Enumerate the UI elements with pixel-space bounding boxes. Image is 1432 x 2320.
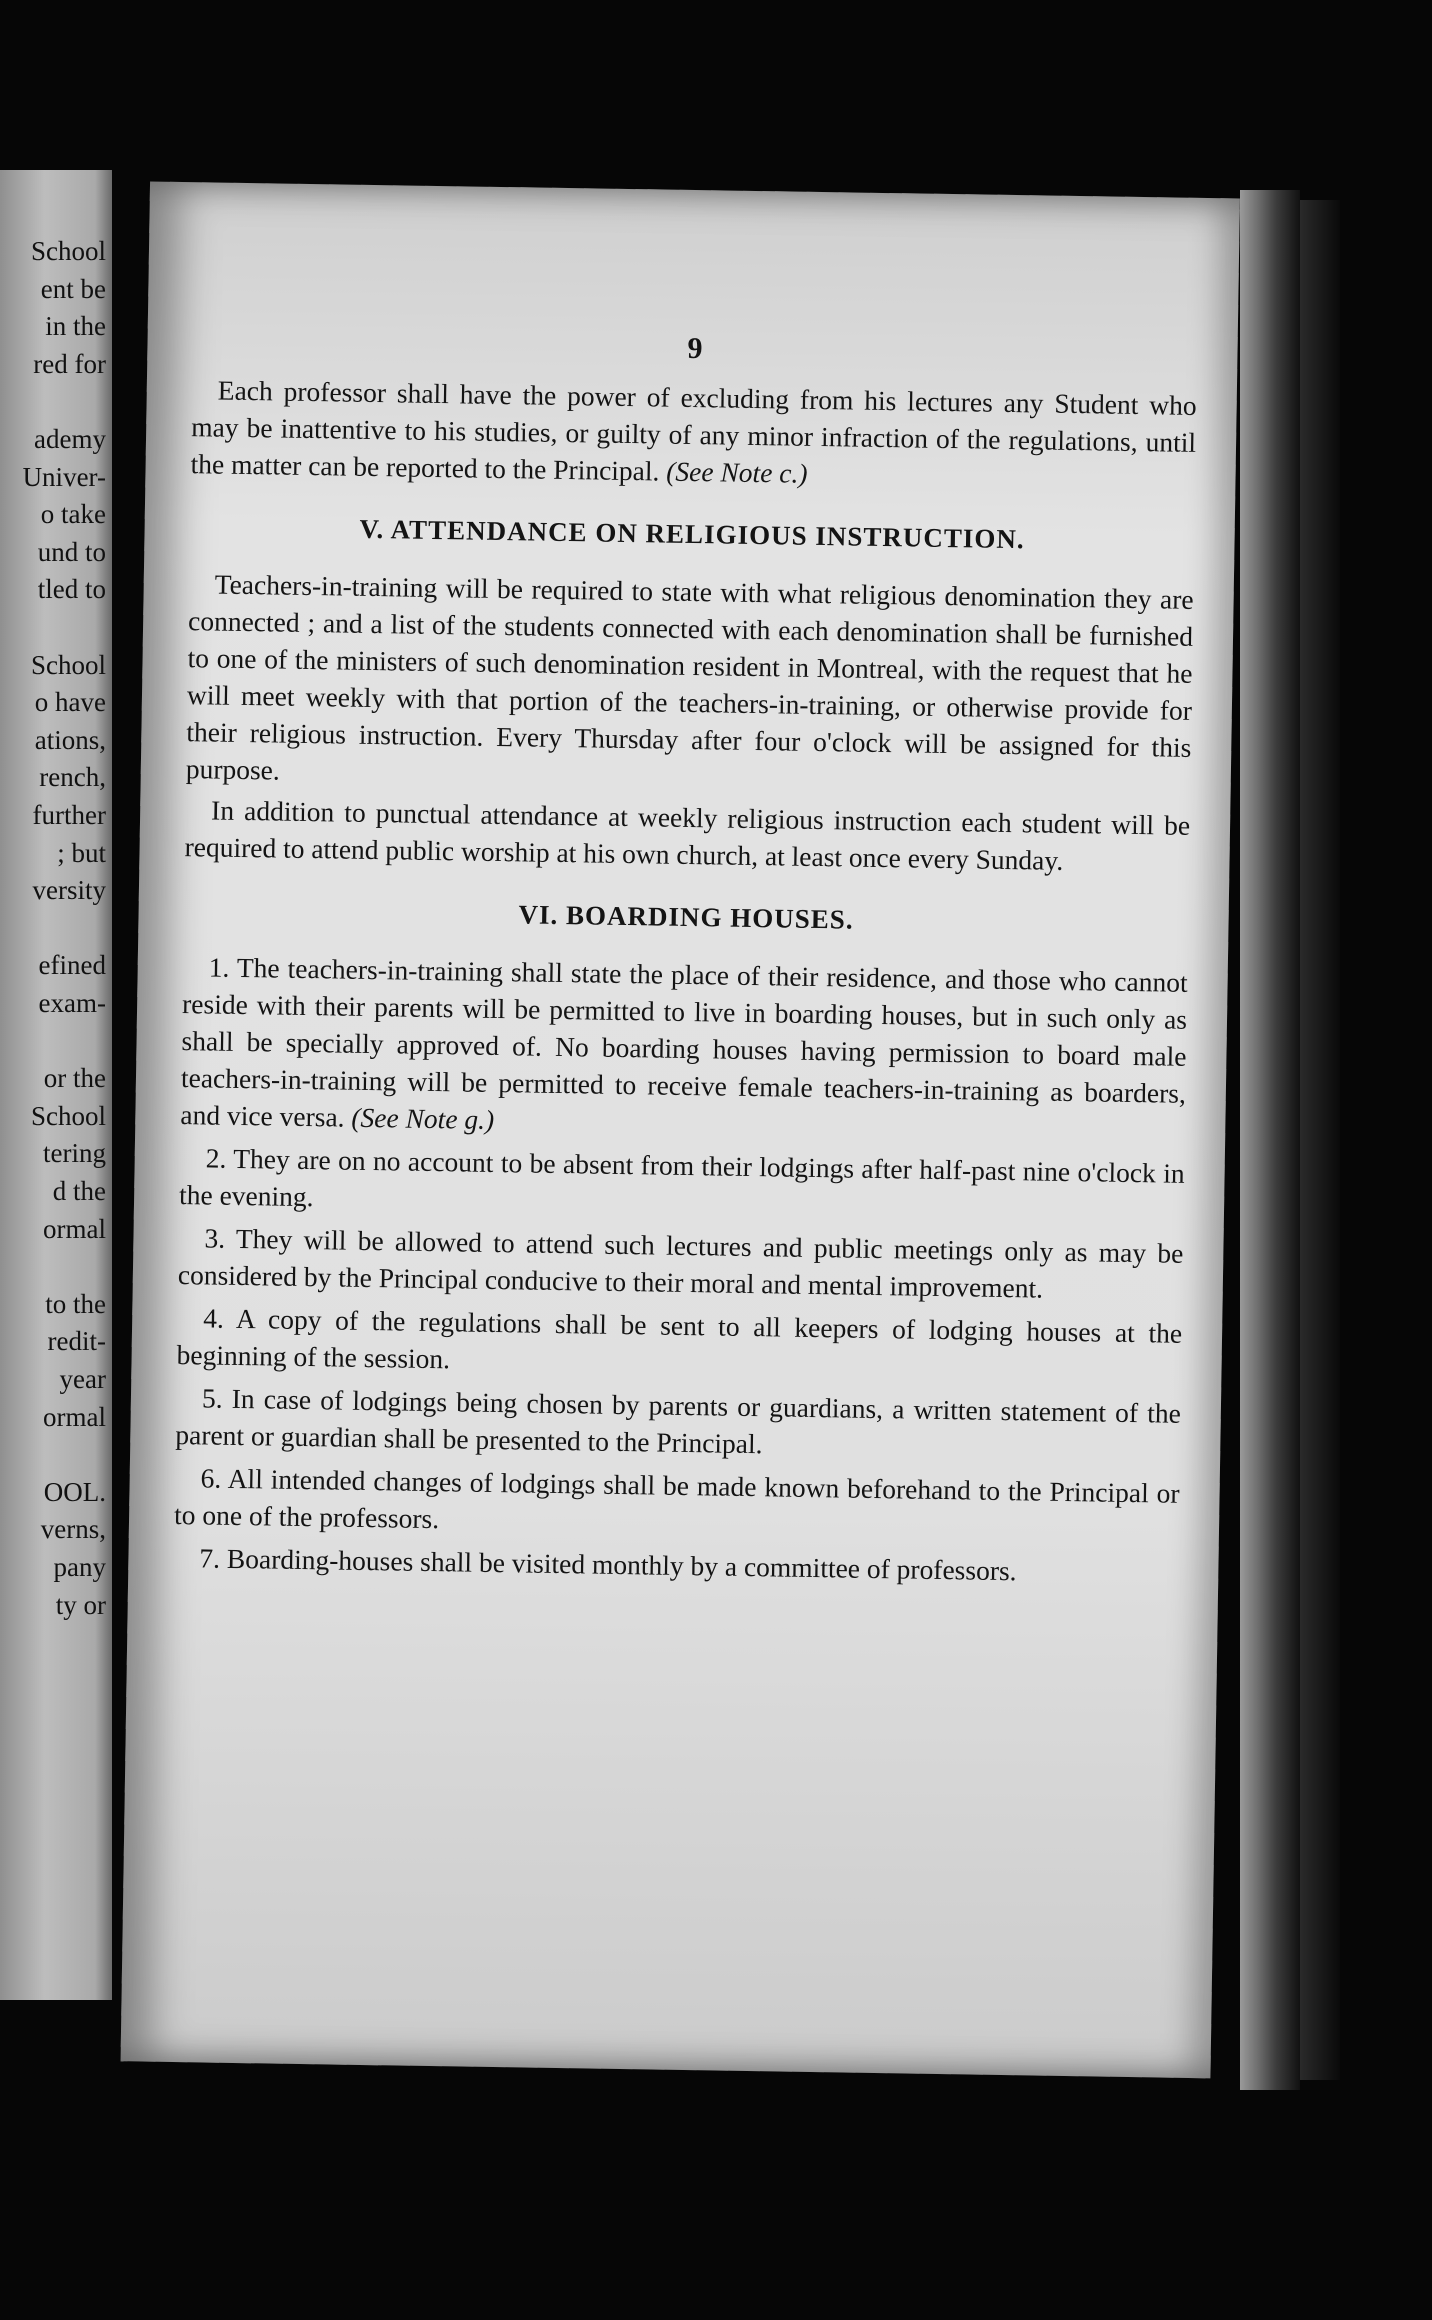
section-v-heading: V. ATTENDANCE ON RELIGIOUS INSTRUCTION. bbox=[359, 513, 1025, 555]
left-page-line: o have bbox=[34, 687, 106, 718]
left-facing-page bbox=[0, 170, 112, 2000]
rule-item-1-text: 1. The teachers-in-training shall state the place of their residence, and those who cannot reside with their parents will be permitted to live in boarding houses, but in such only as shall be specially approved of. No boarding houses having permission to board male teachers-in-training will be permitted to receive female teachers-in-training as boarders, and vice versa. bbox=[180, 951, 1188, 1133]
left-page-line: ations, bbox=[34, 724, 106, 755]
left-page-line: OOL. bbox=[43, 1476, 106, 1507]
left-page-line: und to bbox=[37, 536, 106, 567]
left-page-line: School bbox=[30, 236, 106, 266]
left-page-line: o take bbox=[40, 499, 106, 530]
intro-note: (See Note c.) bbox=[666, 455, 808, 489]
section-v-paragraph-2: In addition to punctual attendance at weekly religious instruction each student will be required to attend public worship at his own church, at least once every Sunday. bbox=[184, 794, 1191, 876]
rule-item-7: 7. Boarding-houses shall be visited monthly by a committee of professors. bbox=[199, 1542, 1017, 1587]
left-page-line: redit- bbox=[47, 1326, 106, 1357]
left-page-line: year bbox=[59, 1364, 106, 1394]
left-page-line: rench, bbox=[39, 762, 106, 793]
rule-item-1 bbox=[180, 948, 1188, 1149]
left-page-line: exam- bbox=[38, 988, 106, 1018]
left-page-line: ty or bbox=[55, 1589, 106, 1620]
left-page-line: School bbox=[30, 649, 106, 680]
left-page-line: red for bbox=[33, 348, 106, 379]
page-content bbox=[173, 322, 1198, 1598]
section-vi-heading: VI. BOARDING HOUSES. bbox=[518, 899, 854, 935]
left-page-line: efined bbox=[38, 950, 106, 981]
intro-text: Each professor shall have the power of excluding from his lectures any Student who may be inattentive to his studies, or guilty of any minor infraction of the regulations, until the matter can be reported to the Principal. bbox=[190, 374, 1197, 487]
left-page-line: versity bbox=[32, 875, 106, 906]
left-page-line: ent be bbox=[40, 273, 106, 304]
left-page-line: pany bbox=[53, 1552, 106, 1582]
left-page-line: in the bbox=[45, 311, 106, 342]
left-page-line: ; but bbox=[57, 837, 106, 868]
rule-item-5: 5. In case of lodgings being chosen by parents or guardians, a written statement of the parent or guardian shall be presented to the Principal. bbox=[175, 1382, 1182, 1460]
page-number: 9 bbox=[687, 331, 703, 366]
left-page-line: or the bbox=[43, 1063, 106, 1094]
rule-item-4: 4. A copy of the regulations shall be sent to all keepers of lodging houses at the beginning of the session. bbox=[176, 1302, 1183, 1375]
left-page-line: tering bbox=[43, 1138, 106, 1169]
left-page-line: School bbox=[30, 1100, 106, 1131]
section-v-paragraph-1: Teachers-in-training will be required to state with what religious denomination they are connected ; and a list of the students connected with each denomination shall be furnished to one of the ministers of such denomination resident in Montreal, with the request that he will meet weekly with that portion of the teachers-in-training, or otherwise provide for their religious instruction. Every Thursday after four o'clock will be assigned for this purpose. bbox=[185, 568, 1194, 786]
intro-paragraph bbox=[190, 371, 1197, 498]
left-page-line: verns, bbox=[40, 1514, 106, 1545]
left-page-line: d the bbox=[52, 1176, 106, 1206]
rule-item-3: 3. They will be allowed to attend such lectures and public meetings only as may be considered by the Principal conducive to their moral and mental improvement. bbox=[177, 1222, 1184, 1304]
left-page-line: further bbox=[32, 800, 106, 830]
rule-item-1-note: (See Note g.) bbox=[351, 1101, 495, 1135]
page-edge-shadow bbox=[1240, 190, 1300, 2090]
left-page-line: ademy bbox=[34, 424, 106, 454]
left-page-line: Univer- bbox=[22, 461, 106, 492]
binding-shadow bbox=[1300, 200, 1340, 2080]
document-page bbox=[121, 181, 1240, 2078]
left-page-line: ormal bbox=[43, 1213, 106, 1244]
left-page-line: ormal bbox=[43, 1401, 106, 1432]
left-page-line: to the bbox=[45, 1288, 106, 1319]
left-page-line: tled to bbox=[37, 574, 106, 605]
rule-item-6: 6. All intended changes of lodgings shall be made known beforehand to the Principal or to one of the professors. bbox=[173, 1462, 1180, 1535]
rule-item-2: 2. They are on no account to be absent from their lodgings after half-past nine o'clock in the evening. bbox=[178, 1142, 1185, 1213]
